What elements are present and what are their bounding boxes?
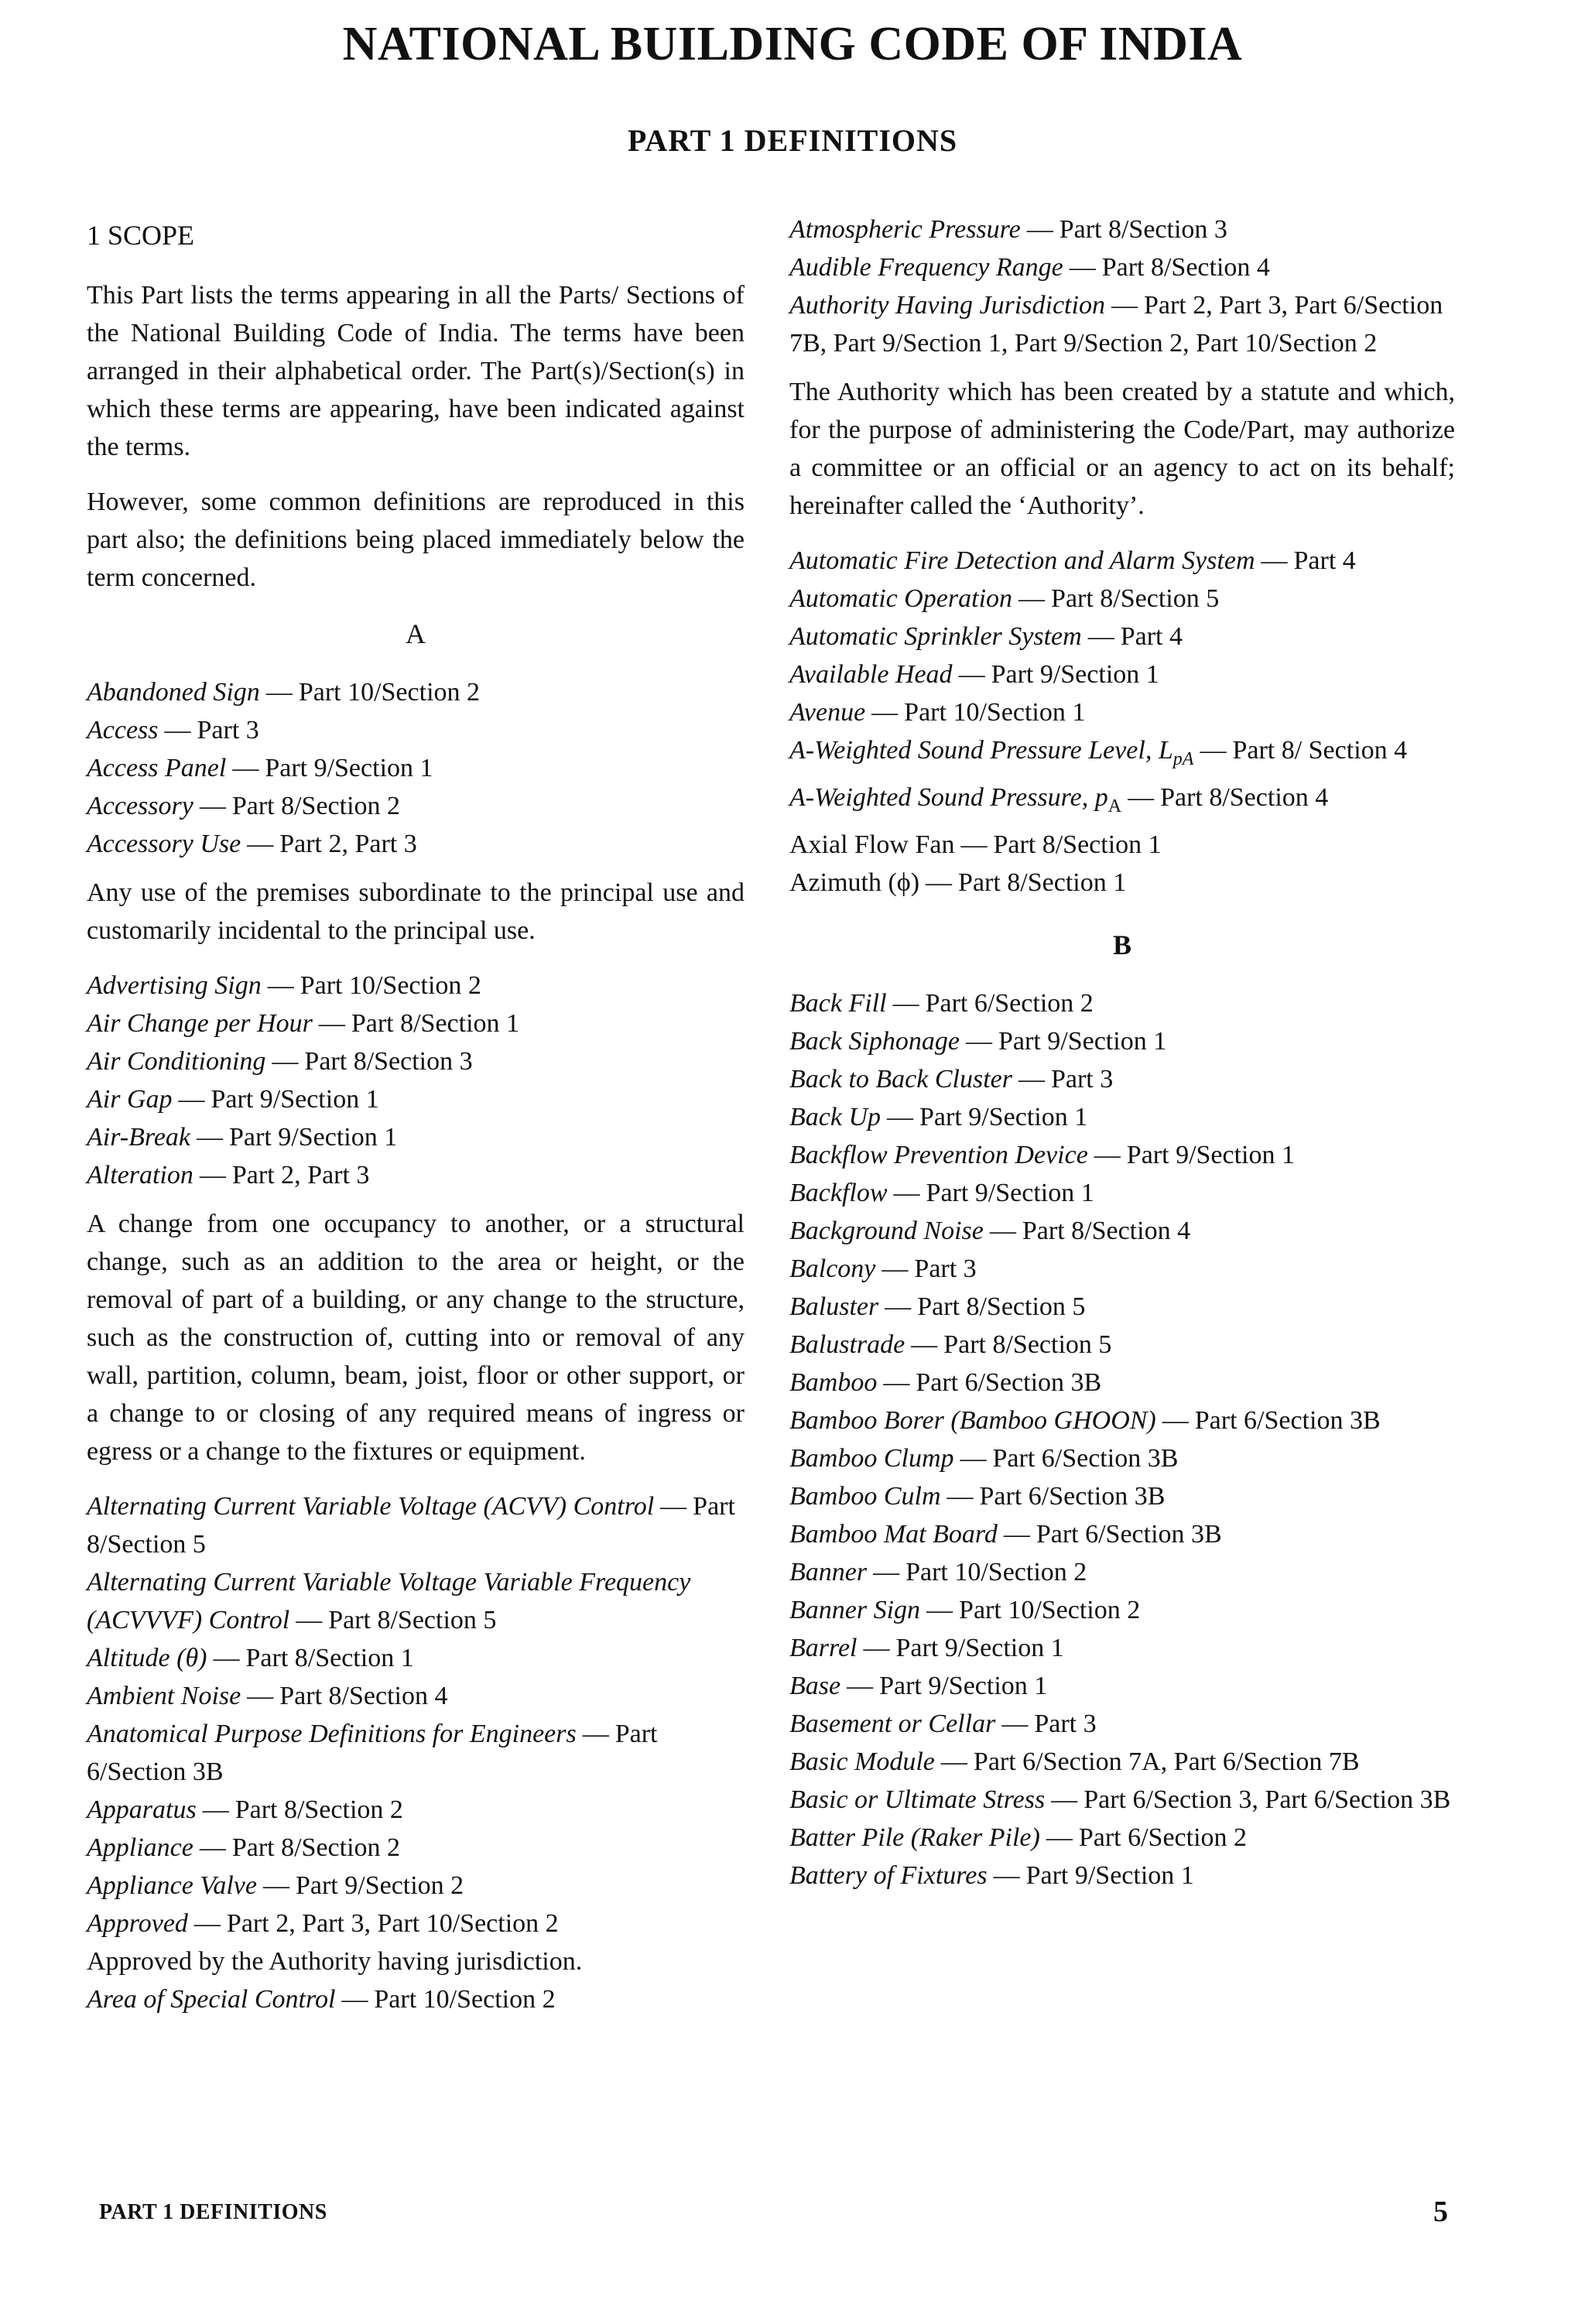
reference: Part 9/Section 1 [1126, 1140, 1295, 1169]
term: Backflow Prevention Device [789, 1140, 1088, 1169]
term: Available Head [789, 660, 953, 689]
definition-entry: Back Up — Part 9/Section 1 [789, 1102, 1088, 1131]
term: Air Change per Hour [87, 1009, 313, 1038]
term: Balcony [789, 1254, 876, 1283]
term: Bamboo Borer (Bamboo GHOON) [789, 1405, 1156, 1435]
left-column [87, 210, 745, 2018]
term: Background Noise [789, 1216, 984, 1245]
term: Approved [87, 1909, 188, 1938]
term: Altitude (θ) [87, 1644, 207, 1672]
term: Anatomical Purpose Definitions for Engineers [87, 1720, 577, 1748]
definition-entry: Banner — Part 10/Section 2 [789, 1557, 1087, 1586]
definition-entry: Air Change per Hour — Part 8/Section 1 [87, 1009, 520, 1038]
definition-entry: Bamboo Borer (Bamboo GHOON) — Part 6/Section 3B [789, 1405, 1381, 1435]
definition-entry: Advertising Sign — Part 10/Section 2 [87, 971, 481, 1000]
reference: Part 9/Section 1 [229, 1123, 398, 1152]
definition-entry: Azimuth (ϕ) — Part 8/Section 1 [789, 868, 1127, 897]
reference: Part 3 [1050, 1064, 1114, 1094]
definition-entry: Baluster — Part 8/Section 5 [789, 1292, 1086, 1321]
definition-entry: Air-Break — Part 9/Section 1 [87, 1123, 398, 1152]
term: Apparatus [87, 1795, 197, 1824]
reference: Part 8/Section 4 [1022, 1216, 1191, 1245]
reference: Part 6/Section 3B [87, 1720, 658, 1786]
definition-entry: Back Siphonage — Part 9/Section 1 [789, 1026, 1167, 1056]
term: Alteration [87, 1161, 193, 1189]
reference: Part 10/Section 1 [904, 698, 1086, 727]
reference: Part 9/Section 1 [879, 1671, 1048, 1700]
term: Authority Having Jurisdiction [789, 291, 1105, 320]
term: Base [789, 1671, 841, 1700]
term: Backflow [789, 1178, 888, 1207]
reference: Part 6/Section 3B [916, 1367, 1102, 1397]
term: Avenue [789, 698, 866, 727]
definition-entry: Abandoned Sign — Part 10/Section 2 [87, 678, 481, 707]
reference: Part 9/Section 1 [998, 1026, 1167, 1056]
reference: Part 2, Part 3, Part 6/Section 7B, Part 9/Section 1, Part 9/Section 2, Part 10/Section 2 [789, 291, 1443, 358]
section-letter-a: A [406, 618, 426, 649]
definition-entry: Avenue — Part 10/Section 1 [789, 698, 1086, 727]
definition-entry: Alternating Current Variable Voltage (ACVV) Control — Part 8/Section 5 [87, 1492, 735, 1559]
definition-entry: Authority Having Jurisdiction — Part 2, Part 3, Part 6/Section 7B, Part 9/Section 1, Part 9/Section 2, Part 10/Section 2 [789, 291, 1443, 358]
section-letter-b: B [1112, 929, 1131, 960]
definition-entry: Air Gap — Part 9/Section 1 [87, 1085, 379, 1114]
subscript: pA [1172, 748, 1194, 769]
term: A-Weighted Sound Pressure, p [789, 782, 1108, 812]
reference: Part 6/Section 3B [1036, 1519, 1222, 1549]
definition-entry: Background Noise — Part 8/Section 4 [789, 1216, 1191, 1245]
definition-entry: A-Weighted Sound Pressure Level, $L_{pA}$ — Part 8/ Section 4 [789, 736, 1408, 769]
definition-entry: Atmospheric Pressure — Part 8/Section 3 [789, 215, 1227, 244]
right-column [789, 210, 1455, 1894]
reference: Part 6/Section 2 [1078, 1823, 1248, 1852]
definition-entry: Battery of Fixtures — Part 9/Section 1 [789, 1860, 1194, 1890]
term: Automatic Sprinkler System [789, 622, 1082, 651]
definition-entry: Alternating Current Variable Voltage Variable Frequency (ACVVVF) Control — Part 8/Section 5 [87, 1568, 691, 1634]
term: Basement or Cellar [789, 1709, 996, 1738]
part-title: PART 1 DEFINITIONS [627, 123, 958, 158]
term: Barrel [789, 1633, 858, 1662]
scope-paragraph: This Part lists the terms appearing in all the Parts/ Sections of the National Building Code of India. The terms have been arranged in their alphabetical order. The Part(s)/Section(s) in which these terms are appearing, have been indicated against the terms. [87, 281, 745, 461]
term: Accessory Use [87, 830, 241, 858]
term: Alternating Current Variable Voltage Variable Frequency (ACVVVF) Control [87, 1568, 691, 1634]
definition-text: The Authority which has been created by a statute and which, for the purpose of administering the Code/Part, may authorize a committee or an official or an agency to act on its behalf; hereinafter called the ‘Authority’. [789, 378, 1455, 520]
term: Access Panel [87, 754, 227, 782]
definition-entry: Bamboo Mat Board — Part 6/Section 3B [789, 1519, 1222, 1549]
reference: Part 6/Section 7A, Part 6/Section 7B [973, 1747, 1360, 1776]
term: Balustrade [789, 1330, 905, 1359]
reference: Part 2, Part 3 [231, 1161, 370, 1189]
reference: Part 8/Section 5 [328, 1606, 497, 1634]
reference: Part 8/Section 3 [304, 1047, 473, 1076]
definition-entry: Back Fill — Part 6/Section 2 [789, 988, 1094, 1018]
definition-entry: Appliance — Part 8/Section 2 [87, 1833, 401, 1862]
definition-entry: Base — Part 9/Section 1 [789, 1671, 1048, 1700]
reference: Part 8/Section 5 [87, 1492, 735, 1559]
reference: Part 4 [1293, 546, 1356, 575]
definition-entry: Barrel — Part 9/Section 1 [789, 1633, 1064, 1662]
definition-entry: Bamboo Culm — Part 6/Section 3B [789, 1481, 1166, 1511]
reference: Part 8/Section 2 [234, 1795, 403, 1824]
definition-entry: Backflow — Part 9/Section 1 [789, 1178, 1094, 1207]
definition-entry: Available Head — Part 9/Section 1 [789, 660, 1159, 689]
term: Bamboo [789, 1367, 878, 1397]
term: Air Conditioning [87, 1047, 266, 1076]
term: Advertising Sign [87, 971, 262, 1000]
term: A-Weighted Sound Pressure Level, L [789, 736, 1173, 765]
definition-entry: Apparatus — Part 8/Section 2 [87, 1795, 403, 1824]
term: Azimuth (ϕ) [789, 868, 920, 897]
reference: Part 10/Section 2 [374, 1985, 556, 2014]
term: Appliance Valve [87, 1871, 257, 1900]
reference: Part 6/Section 3B [992, 1443, 1179, 1473]
term: Batter Pile (Raker Pile) [789, 1823, 1040, 1852]
reference: Part 3 [914, 1254, 977, 1283]
term: Accessory [87, 792, 193, 820]
term: Alternating Current Variable Voltage (ACVV) Control [87, 1492, 655, 1521]
term: Air-Break [87, 1123, 191, 1152]
reference: Part 9/Section 1 [991, 660, 1159, 689]
definition-entry: Backflow Prevention Device — Part 9/Section 1 [789, 1140, 1295, 1169]
scope-heading: 1 SCOPE [87, 220, 195, 251]
definition-entry: Bamboo Clump — Part 6/Section 3B [789, 1443, 1179, 1473]
definition-entry: Appliance Valve — Part 9/Section 2 [87, 1871, 464, 1900]
reference: Part 3 [197, 716, 259, 744]
term: Back Siphonage [789, 1026, 960, 1056]
term: Back Up [789, 1102, 882, 1131]
reference: Part 6/Section 3B [1194, 1405, 1381, 1435]
reference: Part 8/Section 2 [231, 792, 401, 820]
term: Atmospheric Pressure [789, 215, 1021, 244]
reference: Part 8/ Section 4 [1232, 736, 1408, 765]
reference: Part 8/Section 4 [1101, 253, 1270, 282]
reference: Part 6/Section 3B [979, 1481, 1166, 1511]
reference: Part 9/Section 1 [895, 1633, 1064, 1662]
term: Air Gap [87, 1085, 173, 1114]
term: Access [87, 716, 159, 744]
term: Back Fill [789, 988, 887, 1018]
reference: Part 8/Section 4 [1160, 782, 1329, 812]
term: Battery of Fixtures [789, 1860, 988, 1890]
reference: Part 10/Section 2 [300, 971, 481, 1000]
definition-text: A change from one occupancy to another, or a structural change, such as an addition to the area or height, or the removal of part of a building, or any change to the structure, such as the construction of, cutting into or removal of any wall, partition, column, beam, joist, floor or other support, or a change to or closing of any required means of ingress or egress or a change to the fixtures or equipment. [87, 1210, 745, 1466]
reference: Part 9/Section 1 [1025, 1860, 1194, 1890]
reference: Part 10/Section 2 [905, 1557, 1087, 1586]
definition-entry: Basic or Ultimate Stress — Part 6/Section 3, Part 6/Section 3B [789, 1785, 1451, 1814]
reference: Part 6/Section 2 [925, 988, 1094, 1018]
reference: Part 3 [1034, 1709, 1097, 1738]
reference: Part 9/Section 1 [926, 1178, 1094, 1207]
reference: Part 8/Section 3 [1059, 215, 1227, 244]
definition-entry: Banner Sign — Part 10/Section 2 [789, 1595, 1141, 1624]
definition-text: Approved by the Authority having jurisdiction. [87, 1947, 583, 1976]
definition-entry: Axial Flow Fan — Part 8/Section 1 [789, 830, 1162, 859]
term: Banner [789, 1557, 868, 1586]
definition-entry: Altitude (θ) — Part 8/Section 1 [87, 1644, 414, 1672]
definition-entry: Automatic Operation — Part 8/Section 5 [789, 584, 1220, 613]
reference: Part 8/Section 1 [958, 868, 1127, 897]
term: Basic Module [789, 1747, 935, 1776]
term: Appliance [87, 1833, 193, 1862]
term: Audible Frequency Range [789, 253, 1063, 282]
definition-entry: Accessory Use — Part 2, Part 3 [87, 830, 417, 858]
reference: Part 8/Section 1 [351, 1009, 520, 1038]
term: Automatic Fire Detection and Alarm System [789, 546, 1255, 575]
definition-entry: Air Conditioning — Part 8/Section 3 [87, 1047, 473, 1076]
reference: Part 8/Section 1 [993, 830, 1162, 859]
definition-entry: Automatic Sprinkler System — Part 4 [789, 622, 1183, 651]
definition-entry: Balustrade — Part 8/Section 5 [789, 1330, 1112, 1359]
definition-entry: Basement or Cellar — Part 3 [789, 1709, 1097, 1738]
term: Area of Special Control [87, 1985, 336, 2014]
definition-entry: Anatomical Purpose Definitions for Engineers — Part 6/Section 3B [87, 1720, 658, 1786]
term: Back to Back Cluster [789, 1064, 1012, 1094]
reference: Part 8/Section 2 [231, 1833, 401, 1862]
reference: Part 8/Section 1 [245, 1644, 414, 1672]
reference: Part 8/Section 5 [917, 1292, 1086, 1321]
term: Ambient Noise [87, 1682, 241, 1710]
definition-entry: Access Panel — Part 9/Section 1 [87, 754, 433, 782]
reference: Part 9/Section 1 [211, 1085, 379, 1114]
reference: Part 6/Section 3, Part 6/Section 3B [1083, 1785, 1451, 1814]
document-title: NATIONAL BUILDING CODE OF INDIA [342, 18, 1243, 70]
term: Baluster [789, 1292, 879, 1321]
reference: Part 2, Part 3, Part 10/Section 2 [226, 1909, 559, 1938]
page-number: 5 [1433, 2196, 1448, 2228]
term: Bamboo Clump [789, 1443, 954, 1473]
definition-entry: Alteration — Part 2, Part 3 [87, 1161, 370, 1189]
scope-paragraph: However, some common definitions are reproduced in this part also; the definitions being placed immediately below the term concerned. [87, 488, 745, 592]
definition-entry: Basic Module — Part 6/Section 7A, Part 6/Section 7B [789, 1747, 1360, 1776]
reference: Part 8/Section 5 [1051, 584, 1220, 613]
term: Bamboo Mat Board [789, 1519, 998, 1549]
definition-entry: Ambient Noise — Part 8/Section 4 [87, 1682, 448, 1710]
reference: Part 9/Section 1 [919, 1102, 1088, 1131]
definition-entry: Accessory — Part 8/Section 2 [87, 792, 401, 820]
definition-entry: Bamboo — Part 6/Section 3B [789, 1367, 1102, 1397]
definition-entry: A-Weighted Sound Pressure, $p_A$ — Part 8/Section 4 [789, 782, 1329, 816]
reference: Part 8/Section 5 [943, 1330, 1112, 1359]
definition-text: Any use of the premises subordinate to the principal use and customarily incidental to the principal use. [87, 878, 745, 945]
term: Banner Sign [789, 1595, 921, 1624]
term: Bamboo Culm [789, 1481, 941, 1511]
definition-entry: Audible Frequency Range — Part 8/Section 4 [789, 253, 1270, 282]
term: Automatic Operation [789, 584, 1013, 613]
subscript: A [1107, 796, 1122, 816]
reference: Part 9/Section 2 [295, 1871, 464, 1900]
reference: Part 8/Section 4 [279, 1682, 448, 1710]
footer-part-title: PART 1 DEFINITIONS [99, 2200, 327, 2224]
definition-entry: Batter Pile (Raker Pile) — Part 6/Section 2 [789, 1823, 1248, 1852]
term: Basic or Ultimate Stress [789, 1785, 1046, 1814]
definition-entry: Automatic Fire Detection and Alarm System — Part 4 [789, 546, 1356, 575]
definition-entry: Approved — Part 2, Part 3, Part 10/Section 2 [87, 1909, 559, 1938]
definition-entry: Back to Back Cluster — Part 3 [789, 1064, 1114, 1094]
term: Abandoned Sign [87, 678, 260, 707]
reference: Part 2, Part 3 [279, 830, 417, 858]
reference: Part 10/Section 2 [959, 1595, 1141, 1624]
reference: Part 9/Section 1 [265, 754, 433, 782]
definition-entry: Balcony — Part 3 [789, 1254, 977, 1283]
reference: Part 10/Section 2 [298, 678, 481, 707]
definition-entry: Access — Part 3 [87, 716, 259, 744]
reference: Part 4 [1120, 622, 1183, 651]
definition-entry: Area of Special Control — Part 10/Section 2 [87, 1985, 556, 2014]
term: Axial Flow Fan [789, 830, 955, 859]
